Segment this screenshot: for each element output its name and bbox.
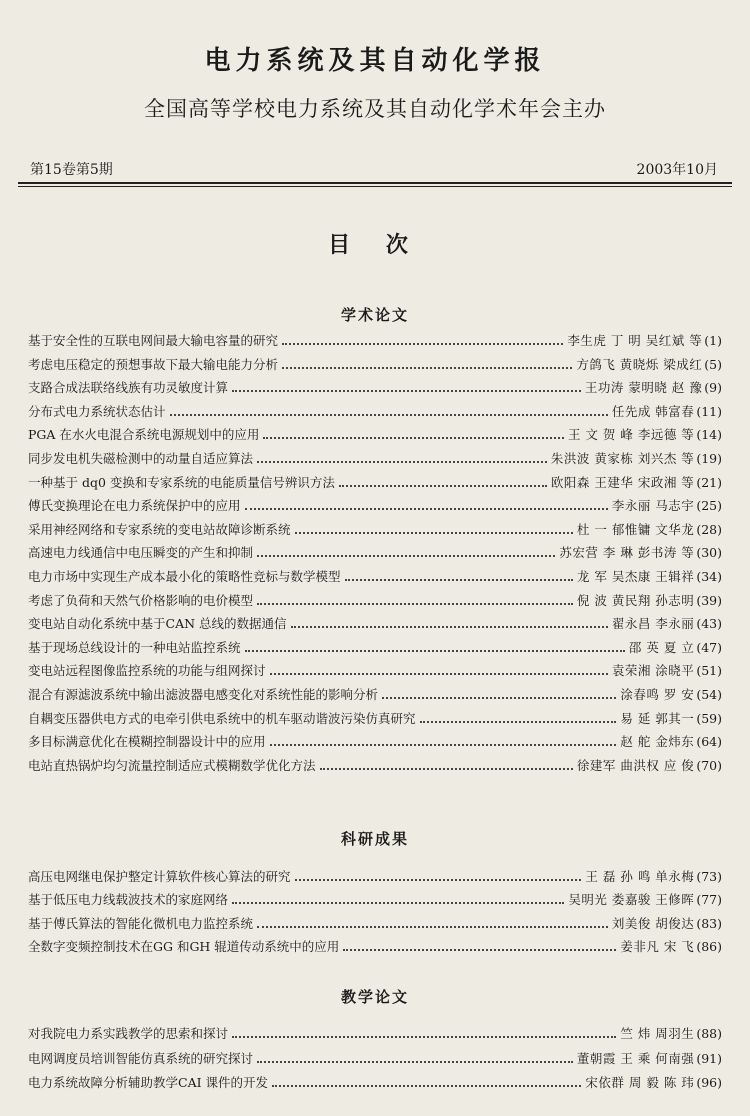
dot-leader [382, 697, 616, 699]
dot-leader [232, 1036, 616, 1038]
toc-entry [28, 890, 722, 910]
entry-title: 高速电力线通信中电压瞬变的产生和抑制 [28, 545, 254, 561]
dot-leader [270, 673, 608, 675]
entry-page-number: ( 1 ) [704, 333, 722, 348]
entry-page-number: ( 5 ) [704, 357, 722, 372]
entry-authors: 任先成 韩富春 [611, 403, 695, 419]
entry-title: 支路合成法联络线族有功灵敏度计算 [28, 380, 229, 396]
entry-page-number: ( 96 ) [696, 1075, 722, 1090]
dot-leader [257, 603, 573, 605]
entry-page-number: ( 47 ) [696, 640, 722, 655]
dot-leader [291, 626, 608, 628]
entry-title: 自耦变压器供电方式的电牵引供电系统中的机车驱动谐波污染仿真研究 [28, 710, 416, 726]
entry-authors: 杜 一 郁惟镛 文华龙 [576, 521, 695, 537]
entry-title: 混合有源滤波系统中输出滤波器电感变化对系统性能的影响分析 [28, 687, 379, 702]
toc-heading: 目 次 [328, 232, 422, 258]
entry-authors: 赵 舵 金炜东 [620, 734, 695, 750]
dot-leader [345, 579, 573, 581]
entry-page-number: ( 19 ) [696, 451, 722, 466]
dot-leader [270, 744, 617, 746]
issue-info-row [30, 159, 718, 179]
entry-page-number: ( 73 ) [696, 869, 722, 884]
toc-entry [28, 638, 722, 658]
entry-page-number: ( 70 ) [696, 758, 722, 773]
entry-title: 电站直热锅炉均匀流量控制适应式模糊数学优化方法 [28, 757, 316, 773]
entry-page-number: ( 39 ) [696, 593, 722, 608]
entry-authors: 宋依群 周 毅 陈 玮 [585, 1075, 695, 1090]
toc-entry [28, 1049, 722, 1069]
header-divider [18, 182, 732, 184]
entry-authors: 李永丽 马志宇 [611, 498, 695, 514]
entry-title: PGA 在水火电混合系统电源规划中的应用 [28, 427, 260, 443]
entry-authors: 方鸽飞 黄晓烁 梁成红 [576, 356, 703, 372]
entry-page-number: ( 86 ) [696, 939, 722, 954]
entry-title: 全数字变频控制技术在GG 和GH 辊道传动系统中的应用 [28, 938, 340, 954]
entry-authors: 苏宏营 李 琳 彭书涛 等 [559, 545, 695, 561]
entry-authors: 王功涛 蒙明晓 赵 豫 [584, 380, 703, 396]
entry-page-number: ( 54 ) [696, 687, 722, 702]
entry-page-number: ( 14 ) [696, 427, 722, 442]
toc-entry [28, 449, 722, 469]
entry-page-number: ( 30 ) [696, 545, 722, 560]
toc-entry [28, 591, 722, 611]
toc-entry [28, 732, 722, 752]
header-divider-thin [18, 186, 732, 187]
entry-page-number: ( 25 ) [696, 498, 722, 513]
toc-entry [28, 661, 722, 681]
toc-entry [28, 378, 722, 398]
toc-entry [28, 543, 722, 563]
entry-title: 对我院电力系实践教学的思索和探讨 [28, 1026, 229, 1041]
dot-leader [245, 508, 608, 510]
entry-authors: 涂春鸣 罗 安 [620, 687, 695, 702]
entry-page-number: ( 83 ) [696, 916, 722, 931]
entry-page-number: ( 51 ) [696, 663, 722, 678]
entry-page-number: ( 64 ) [696, 734, 722, 749]
entry-authors: 董朝霞 王 乘 何南强 [576, 1050, 695, 1066]
toc-entry [28, 402, 722, 422]
dot-leader [295, 532, 573, 534]
entry-authors: 徐建军 曲洪权 应 俊 [576, 757, 695, 773]
toc-entry [28, 425, 722, 445]
journal-sponsor: 全国高等学校电力系统及其自动化学术年会主办 [144, 97, 606, 121]
entry-title: 基于安全性的互联电网间最大输电容量的研究 [28, 333, 279, 348]
toc-entry [28, 496, 722, 516]
toc-entry [28, 331, 722, 351]
entry-page-number: ( 28 ) [696, 522, 722, 537]
dot-leader [320, 768, 573, 770]
dot-leader [339, 485, 547, 487]
entry-authors: 欧阳森 王建华 宋政湘 等 [550, 474, 695, 490]
toc-entry [28, 937, 722, 957]
dot-leader [263, 437, 564, 439]
entry-title: 傅氏变换理论在电力系统保护中的应用 [28, 498, 241, 514]
entry-title: 采用神经网络和专家系统的变电站故障诊断系统 [28, 521, 291, 537]
section-title-teaching: 教学论文 [340, 988, 409, 1006]
entry-title: 变电站自动化系统中基于CAN 总线的数据通信 [28, 616, 287, 632]
entry-authors: 姜非凡 宋 飞 [620, 938, 695, 954]
entry-authors: 王 文 贺 峰 李远德 等 [567, 427, 695, 443]
dot-leader [170, 414, 608, 416]
entry-page-number: ( 21 ) [696, 475, 722, 490]
dot-leader [232, 390, 581, 392]
entry-page-number: ( 91 ) [696, 1051, 722, 1066]
entry-title: 基于傅氏算法的智能化微机电力监控系统 [28, 915, 254, 931]
entry-authors: 翟永昌 李永丽 [611, 616, 695, 632]
entry-title: 分布式电力系统状态估计 [28, 403, 166, 419]
journal-title: 电力系统及其自动化学报 [204, 46, 546, 76]
toc-entry [28, 914, 722, 934]
entry-page-number: ( 11 ) [696, 404, 722, 419]
entry-page-number: ( 34 ) [696, 569, 722, 584]
toc-entry [28, 473, 722, 493]
entry-title: 基于现场总线设计的一种电站监控系统 [28, 639, 241, 655]
dot-leader [295, 879, 582, 881]
toc-entry [28, 520, 722, 540]
dot-leader [282, 343, 563, 345]
dot-leader [245, 650, 625, 652]
toc-entry [28, 567, 722, 587]
entry-title: 电力市场中实现生产成本最小化的策略性竞标与数学模型 [28, 569, 341, 584]
entry-title: 多目标满意优化在模糊控制器设计中的应用 [28, 734, 266, 750]
dot-leader [257, 926, 608, 928]
entry-authors: 邵 英 夏 立 [628, 639, 695, 655]
entry-authors: 竺 炜 周羽生 [620, 1026, 695, 1041]
entry-authors: 李生虎 丁 明 吴红斌 等 [567, 333, 703, 348]
dot-leader [257, 555, 555, 557]
section-title-research: 科研成果 [340, 830, 409, 848]
dot-leader [232, 902, 564, 904]
toc-entry [28, 756, 722, 776]
entry-title: 基于低压电力线载波技术的家庭网络 [28, 892, 229, 908]
entry-page-number: ( 43 ) [696, 616, 722, 631]
entry-title: 高压电网继电保护整定计算软件核心算法的研究 [28, 869, 291, 884]
entry-authors: 王 磊 孙 鸣 单永梅 [585, 869, 695, 884]
entry-page-number: ( 59 ) [696, 711, 722, 726]
dot-leader [257, 461, 547, 463]
dot-leader [343, 949, 616, 951]
toc-entry [28, 1073, 722, 1093]
entry-page-number: ( 77 ) [696, 892, 722, 907]
dot-leader [272, 1085, 581, 1087]
entry-authors: 袁荣湘 涂晓平 [611, 663, 695, 679]
entry-authors: 倪 波 黄民翔 孙志明 [576, 592, 695, 608]
toc-entry [28, 614, 722, 634]
entry-page-number: ( 9 ) [704, 380, 722, 395]
entry-title: 同步发电机失磁检测中的动量自适应算法 [28, 451, 254, 466]
entry-authors: 刘美俊 胡俊达 [611, 915, 695, 931]
toc-entry [28, 867, 722, 887]
entry-authors: 吴明光 娄嘉骏 王修晖 [568, 892, 695, 908]
dot-leader [420, 721, 617, 723]
dot-leader [282, 367, 572, 369]
entry-title: 变电站远程图像监控系统的功能与组网探讨 [28, 663, 266, 679]
toc-entry [28, 685, 722, 705]
toc-entry [28, 355, 722, 375]
entry-title: 考虑了负荷和天然气价格影响的电价模型 [28, 592, 254, 608]
dot-leader [257, 1061, 573, 1063]
entry-title: 一种基于 dq0 变换和专家系统的电能质量信号辨识方法 [28, 474, 335, 490]
toc-entry [28, 709, 722, 729]
entry-page-number: ( 88 ) [696, 1026, 722, 1041]
toc-entry [28, 1024, 722, 1044]
issue-date: 2003年10月 [636, 162, 718, 178]
entry-authors: 龙 军 吴杰康 王辑祥 [576, 569, 695, 584]
entry-title: 电网调度员培训智能仿真系统的研究探讨 [28, 1050, 254, 1066]
entry-authors: 朱洪波 黄家栋 刘兴杰 等 [550, 451, 695, 466]
volume-issue: 第15卷第5期 [30, 162, 113, 178]
entry-title: 电力系统故障分析辅助教学CAI 课件的开发 [28, 1075, 269, 1090]
entry-authors: 易 延 郭其一 [620, 710, 695, 726]
entry-title: 考虑电压稳定的预想事故下最大输电能力分析 [28, 356, 279, 372]
section-title-academic: 学术论文 [340, 306, 409, 324]
